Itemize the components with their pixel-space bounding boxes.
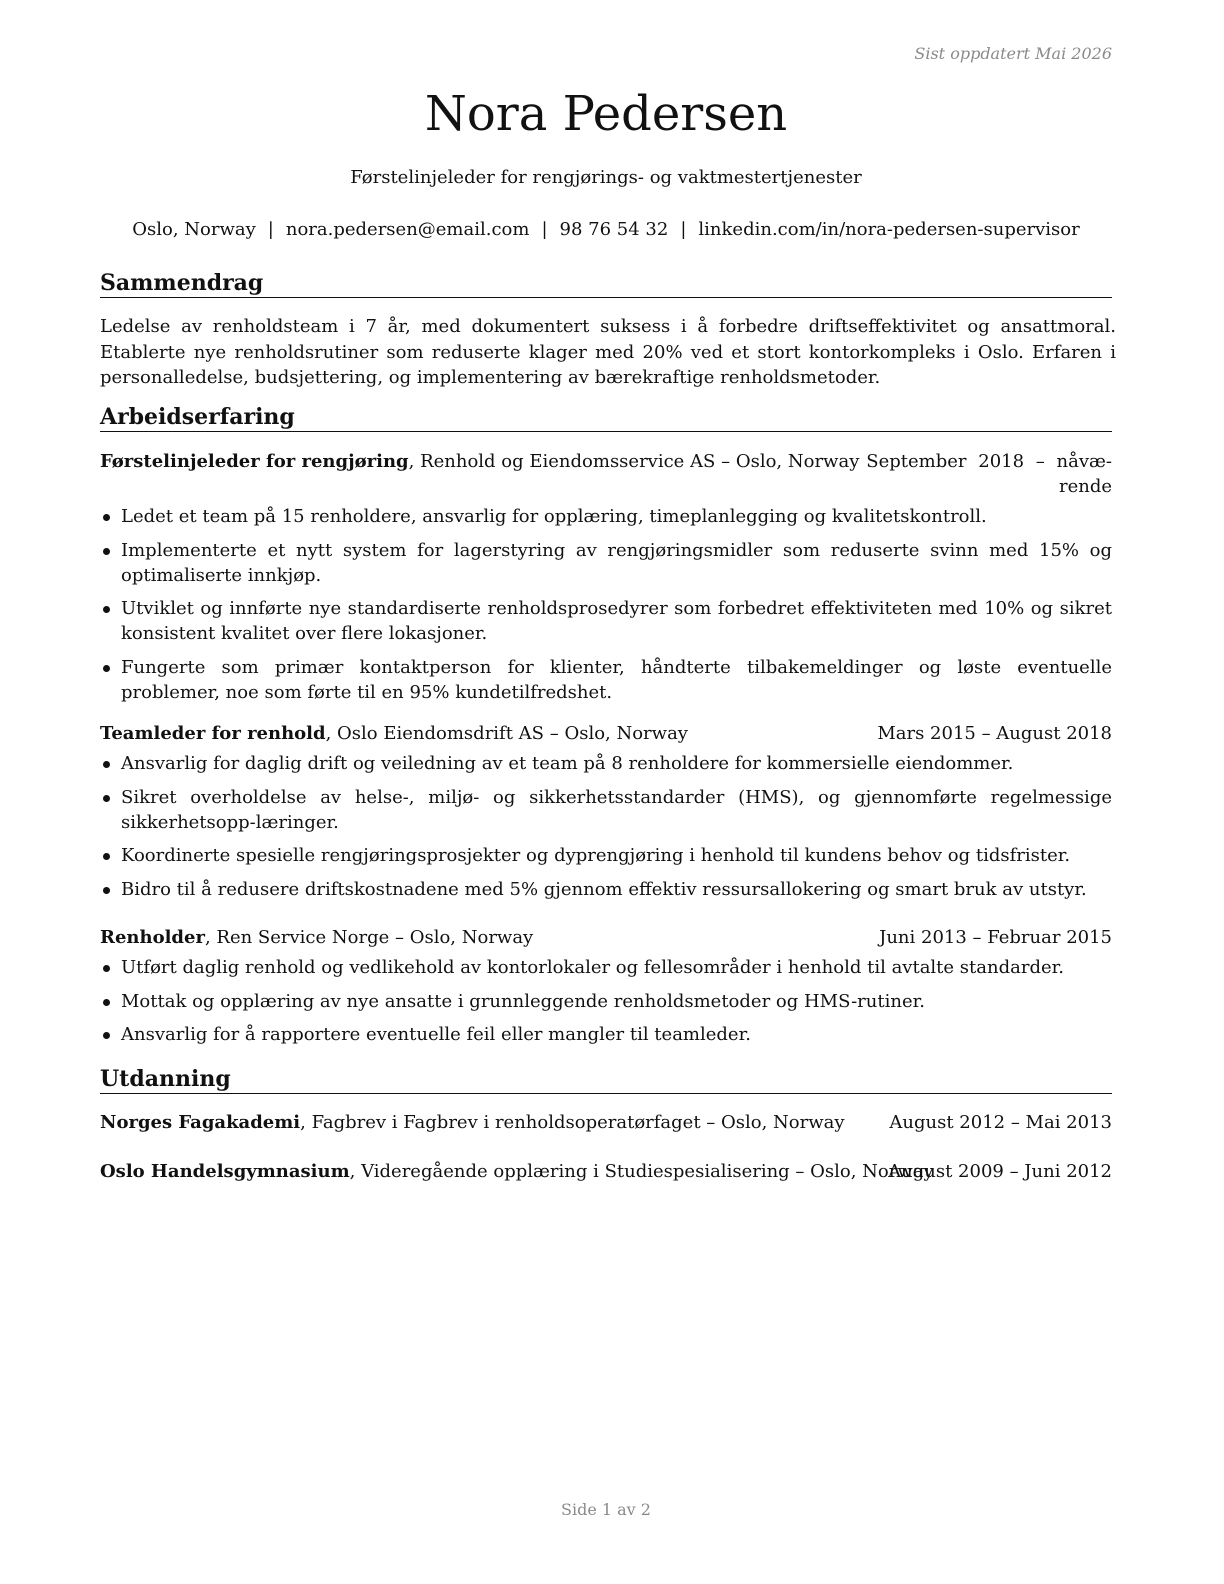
job-org: , Oslo Eiendomsdrift AS – Oslo, Norway: [325, 723, 688, 744]
contact-location: Oslo, Norway: [132, 219, 256, 240]
bullet-icon: [103, 853, 110, 860]
education-school: Oslo Handelsgymnasium: [100, 1161, 350, 1182]
contact-email[interactable]: nora.pedersen@email.com: [285, 219, 530, 240]
job-title-line: [100, 925, 533, 950]
list-item: [100, 989, 1112, 1014]
bullet-text: Ansvarlig for å rapportere eventuelle feil eller mangler til teamleder.: [121, 1024, 751, 1045]
contact-separator: |: [680, 219, 687, 240]
job-dates-line2: rende: [1058, 476, 1112, 497]
job-dates: Mars 2015 – August 2018: [877, 723, 1112, 744]
list-item: [100, 843, 1112, 868]
candidate-name: Nora Pedersen: [424, 86, 788, 142]
education-title-line: [100, 1159, 934, 1184]
education-entry: [100, 1110, 1112, 1135]
bullet-text: Ansvarlig for daglig drift og veiledning av et team på 8 renholdere for kommersielle eiendommer.: [121, 753, 1014, 774]
bullet-icon: [103, 999, 110, 1006]
job-header: [100, 925, 1112, 950]
job-bullets: [100, 504, 1112, 713]
bullet-icon: [103, 548, 110, 555]
bullet-text: Ledet et team på 15 renholdere, ansvarlig for opplæring, timeplanlegging og kvalitetskontroll.: [121, 506, 987, 527]
candidate-headline: Førstelinjeleder for rengjørings- og vaktmestertjenester: [350, 167, 862, 188]
education-entry: [100, 1159, 1112, 1184]
job-role: Renholder: [100, 927, 205, 948]
list-item: [100, 785, 1112, 835]
education-detail: , Fagbrev i Fagbrev i renholdsoperatørfaget – Oslo, Norway: [300, 1112, 845, 1133]
section-title-summary: Sammendrag: [100, 270, 1112, 298]
job-title-line: [100, 721, 688, 746]
resume-page: [100, 0, 1116, 1584]
bullet-icon: [103, 606, 110, 613]
bullet-icon: [103, 965, 110, 972]
contact-separator: |: [267, 219, 274, 240]
section-title-education: Utdanning: [100, 1066, 1112, 1094]
list-item: [100, 596, 1112, 646]
job-header: [100, 721, 1112, 746]
bullet-text: Bidro til å redusere driftskostnadene med 5% gjennom effektiv ressursallokering og smart bruk av utstyr.: [121, 878, 1087, 900]
contact-linkedin[interactable]: linkedin.com/in/nora-pedersen-supervisor: [698, 219, 1080, 240]
page-number: Side 1 av 2: [561, 1500, 651, 1519]
education-school: Norges Fagakademi: [100, 1112, 301, 1133]
list-item: [100, 538, 1112, 588]
bullet-icon: [103, 665, 110, 672]
education-detail: , Videregående opplæring i Studiespesialisering – Oslo, Norway: [349, 1161, 934, 1182]
education-title-line: [100, 1110, 845, 1135]
education-dates: August 2009 – Juni 2012: [888, 1161, 1112, 1182]
bullet-text: Sikret overholdelse av helse-, miljø- og sikkerhetsstandarder (HMS), og gjennomførte regelmessige sikkerhetsopp-læringer.: [121, 786, 1112, 833]
job-dates-line1: September 2018 – nåvæ-: [866, 451, 1112, 472]
list-item: [100, 655, 1112, 705]
bullet-text: Utviklet og innførte nye standardiserte renholdsprosedyrer som forbedret effektiviteten med 10% og sikret konsistent kvalitet over flere lokasjoner.: [121, 598, 1112, 644]
list-item: [100, 751, 1112, 776]
bullet-icon: [103, 761, 110, 768]
job-bullets: [100, 751, 1112, 910]
contact-line: [80, 219, 1132, 240]
contact-phone: 98 76 54 32: [559, 219, 669, 240]
job-role: Teamleder for renhold: [100, 723, 326, 744]
job-bullets: [100, 955, 1112, 1056]
bullet-icon: [103, 514, 110, 521]
job-dates: [866, 449, 1112, 499]
bullet-text: Fungerte som primær kontaktperson for klienter, håndterte tilbakemeldinger og løste eventuelle problemer, noe som førte til en 95% kundetilfredshet.: [121, 656, 1112, 703]
job-title-line: [100, 449, 859, 474]
bullet-text: Mottak og opplæring av nye ansatte i grunnleggende renholdsmetoder og HMS-rutiner.: [121, 990, 925, 1012]
bullet-icon: [103, 795, 110, 802]
list-item: [100, 955, 1112, 980]
summary-text: Ledelse av renholdsteam i 7 år, med dokumentert suksess i å forbedre driftseffektivitet og ansattmoral. Etablerte nye renholdsrutiner som reduserte klager med 20% ved et stort kontorkompleks i Oslo. Erfaren i personalledelse, budsjettering, og implementering av bærekraftige renholdsmetoder.: [100, 316, 1116, 388]
last-updated: Sist oppdatert Mai 2026: [914, 44, 1112, 63]
list-item: [100, 504, 1112, 529]
section-title-experience: Arbeidserfaring: [100, 404, 1112, 432]
job-header: [100, 449, 1112, 499]
bullet-text: Koordinerte spesielle rengjøringsprosjekter og dyprengjøring i henhold til kundens behov og tidsfrister.: [121, 845, 1071, 866]
contact-separator: |: [541, 219, 548, 240]
bullet-icon: [103, 1032, 110, 1039]
job-dates: Juni 2013 – Februar 2015: [879, 927, 1112, 948]
job-org: , Ren Service Norge – Oslo, Norway: [204, 927, 534, 948]
bullet-text: Utført daglig renhold og vedlikehold av kontorlokaler og fellesområder i henhold til avtalte standarder.: [121, 957, 1064, 978]
list-item: [100, 877, 1112, 902]
education-dates: August 2012 – Mai 2013: [889, 1112, 1112, 1133]
job-role: Førstelinjeleder for rengjøring: [100, 451, 409, 472]
bullet-icon: [103, 887, 110, 894]
job-org: , Renhold og Eiendomsservice AS – Oslo, Norway: [408, 451, 860, 472]
bullet-text: Implementerte et nytt system for lagerstyring av rengjøringsmidler som reduserte svinn med 15% og optimaliserte innkjøp.: [121, 539, 1112, 586]
list-item: [100, 1022, 1112, 1047]
